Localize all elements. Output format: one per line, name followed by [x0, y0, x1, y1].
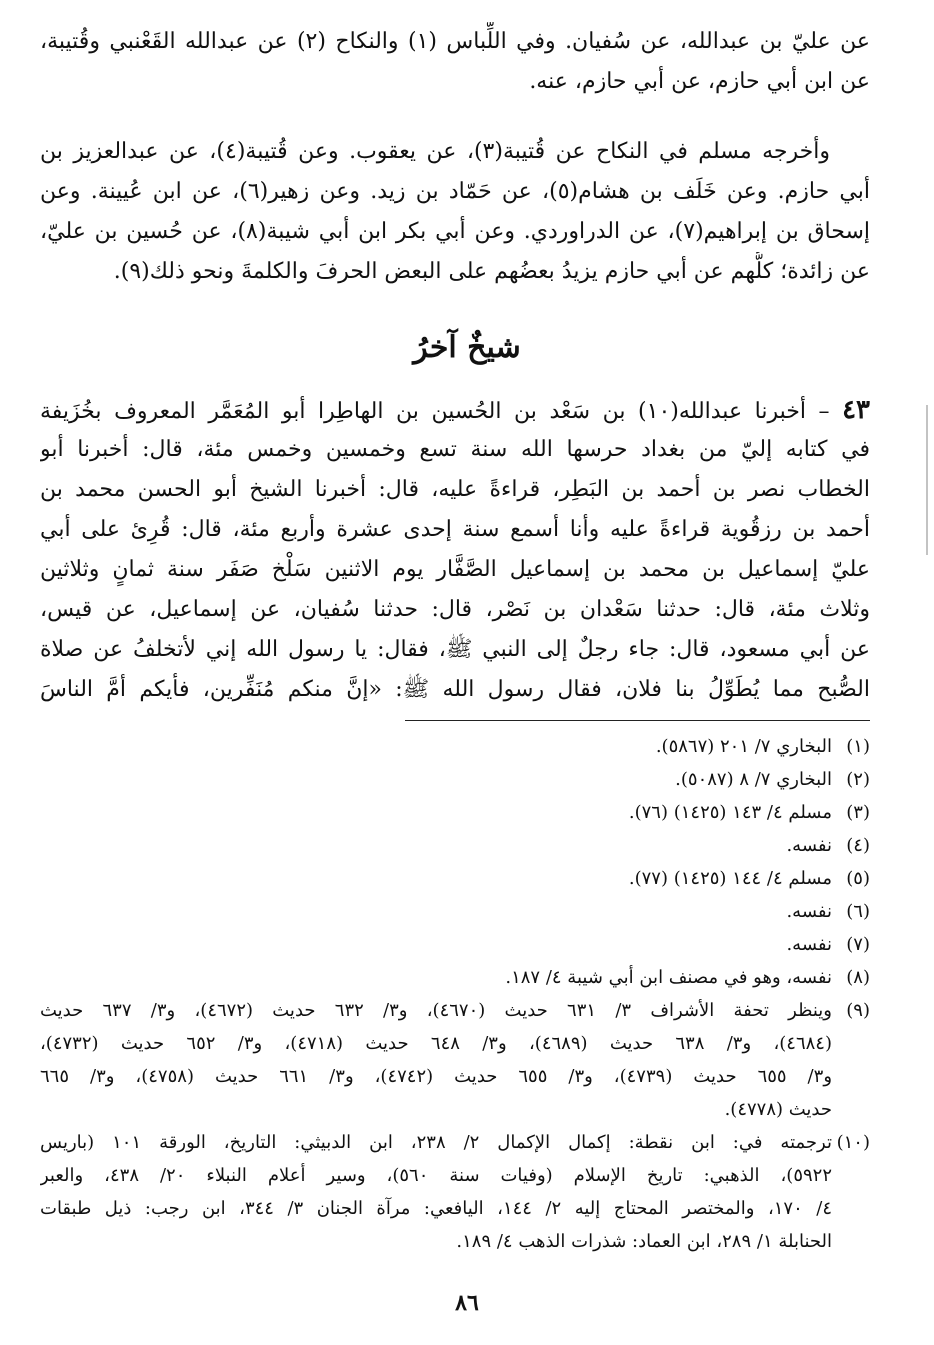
- footnote-text: ٥٩٢٢)، الذهبي: تاريخ الإسلام (وفيات سنة ٥٦٠)، وسير أعلام النبلاء ٢٠/ ٤٣٨، والعبر: [40, 1165, 832, 1186]
- footnote: [40, 763, 870, 796]
- footnote: [40, 961, 870, 994]
- footnote-text: و٣/ ٦٥٥ حديث (٤٧٣٩)، و٣/ ٦٥٥ حديث (٤٧٤٢)، و٣/ ٦٦١ حديث (٤٧٥٨)، و٣/ ٦٦٥: [40, 1066, 832, 1087]
- footnote: [40, 730, 870, 763]
- footnote-text: مسلم ٤/ ١٤٤ (١٤٢٥) (٧٧).: [628, 868, 832, 889]
- section-heading: شيخٌ آخرُ: [413, 330, 521, 365]
- footnote-mark: (٩): [846, 1000, 870, 1021]
- text-line: عن عليّ بن عبدالله، عن سُفيان. وفي اللِّباس (١) والنكاح (٢) عن عبدالله القَعْنبي وقُتيبة،: [40, 29, 870, 54]
- scan-edge-mark: [926, 405, 928, 555]
- text-line: عن زائدة؛ كلُّهم عن أبي حازم يزيدُ بعضُهم على البعض الحرفَ والكلمةَ ونحو ذلك(٩).: [113, 259, 870, 284]
- hadith-number: ٤٣: [842, 395, 870, 425]
- footnote: [40, 829, 870, 862]
- footnote: [40, 994, 870, 1126]
- text-line: عن ابن أبي حازم، عن أبي حازم، عنه.: [529, 69, 870, 94]
- footnote-text: مسلم ٤/ ١٤٣ (١٤٢٥) (٧٦).: [628, 802, 832, 823]
- footnote-text: البخاري ٧/ ٨ (٥٠٨٧).: [675, 769, 832, 790]
- text-line: أحمد بن رزقُوية قراءةً عليه وأنا أسمع سنة إحدى عشرة وأربع مئة، قال: قُرِئ على أبي: [40, 517, 870, 542]
- intro-paragraph: [40, 22, 870, 102]
- footnote-mark: (٧): [846, 934, 870, 955]
- footnote-mark: (٢): [846, 769, 870, 790]
- text-line: إسحاق بن إبراهيم(٧)، عن الدراوردي. وعن أبي بكر ابن أبي شيبة(٨)، عن حُسين بن عليّ،: [40, 219, 870, 244]
- footnote-text: البخاري ٧/ ٢٠١ (٥٨٦٧).: [655, 736, 832, 757]
- page-number: ٨٦: [455, 1290, 479, 1316]
- footnote-mark: (٨): [846, 967, 870, 988]
- footnote-mark: (٤): [846, 835, 870, 856]
- text-line: عليّ إسماعيل بن محمد بن إسماعيل الصَّفَّار يوم الاثنين سَلْخ صَفَر سنة ثمانٍ وثلاثين: [40, 557, 870, 582]
- footnote: [40, 862, 870, 895]
- footnote-text: نفسه، وهو في مصنف ابن أبي شيبة ٤/ ١٨٧.: [505, 967, 832, 988]
- footnote: [40, 796, 870, 829]
- text-line: الصُّبح مما يُطَوِّلُ بنا فلان، فقال رسول الله ﷺ: «إنَّ منكم مُنَفِّرين، فأيكم أمَّ الناسَ: [40, 677, 870, 702]
- text-line: وثلاث مئة، قال: حدثنا سَعْدان بن نَصْر، قال: حدثنا سُفيان، عن إسماعيل، عن قيس،: [40, 597, 870, 622]
- footnotes: [40, 730, 870, 1258]
- second-paragraph: [40, 132, 870, 292]
- footnote-text: ٤/ ١٧٠، والمختصر المحتاج إليه ٢/ ١٤٤، اليافعي: مرآة الجنان ٣/ ٣٤٤، ابن رجب: ذيل طبقات: [40, 1198, 832, 1219]
- text-line: – أخبرنا عبدالله(١٠) بن سَعْد بن الحُسين بن الهاطِرا أبو المُعَمَّر المعروف بخُزَيفة: [40, 399, 830, 424]
- hadith-paragraph: [40, 390, 870, 710]
- text-line: أبي حازم. وعن خَلَف بن هشام(٥)، عن حَمّاد بن زيد. وعن زهير(٦)، عن ابن عُيينة. وعن: [40, 179, 870, 204]
- footnote-mark: (٣): [846, 802, 870, 823]
- footnote-divider: [405, 720, 870, 721]
- footnote-mark: (٦): [846, 901, 870, 922]
- text-line: وأخرجه مسلم في النكاح عن قُتيبة(٣)، عن يعقوب. وعن قُتيبة(٤)، عن عبدالعزيز بن: [40, 139, 830, 164]
- footnote-text: نفسه.: [786, 934, 832, 955]
- hadith-first-line: [40, 390, 870, 430]
- footnote-text: وينظر تحفة الأشراف ٣/ ٦٣١ حديث (٤٦٧٠)، و٣/ ٦٣٢ حديث (٤٦٧٢)، و٣/ ٦٣٧ حديث: [40, 1000, 832, 1021]
- text-line: الخطاب نصر بن أحمد بن البَطِر، قراءةً عليه، قال: أخبرنا الشيخ أبو الحسن محمد بن: [40, 477, 870, 502]
- footnote: [40, 1126, 870, 1258]
- footnote-mark: (١٠): [836, 1132, 870, 1153]
- footnote-text: الحنابلة ١/ ٢٨٩، ابن العماد: شذرات الذهب ٤/ ١٨٩.: [456, 1231, 832, 1252]
- footnote-text: نفسه.: [786, 901, 832, 922]
- footnote-text: حديث (٤٧٧٨).: [724, 1099, 832, 1120]
- footnote: [40, 928, 870, 961]
- footnote-text: (٤٦٨٤)، و٣/ ٦٣٨ حديث (٤٦٨٩)، و٣/ ٦٤٨ حديث (٤٧١٨)، و٣/ ٦٥٢ حديث (٤٧٣٢)،: [40, 1033, 832, 1054]
- footnote: [40, 895, 870, 928]
- footnote-mark: (١): [846, 736, 870, 757]
- footnote-text: نفسه.: [786, 835, 832, 856]
- footnote-text: ترجمته في: ابن نقطة: إكمال الإكمال ٢/ ٢٣٨، ابن الدبيثي: التاريخ، الورقة ١٠١ (باريس: [40, 1132, 832, 1153]
- footnote-mark: (٥): [846, 868, 870, 889]
- text-line: في كتابه إليّ من بغداد حرسها الله سنة تسع وخمسين وخمس مئة، قال: أخبرنا أبو: [40, 437, 870, 462]
- text-line: عن أبي مسعود، قال: جاء رجلٌ إلى النبي ﷺ، فقال: يا رسول الله إني لأتخلفُ عن صلاة: [40, 637, 870, 662]
